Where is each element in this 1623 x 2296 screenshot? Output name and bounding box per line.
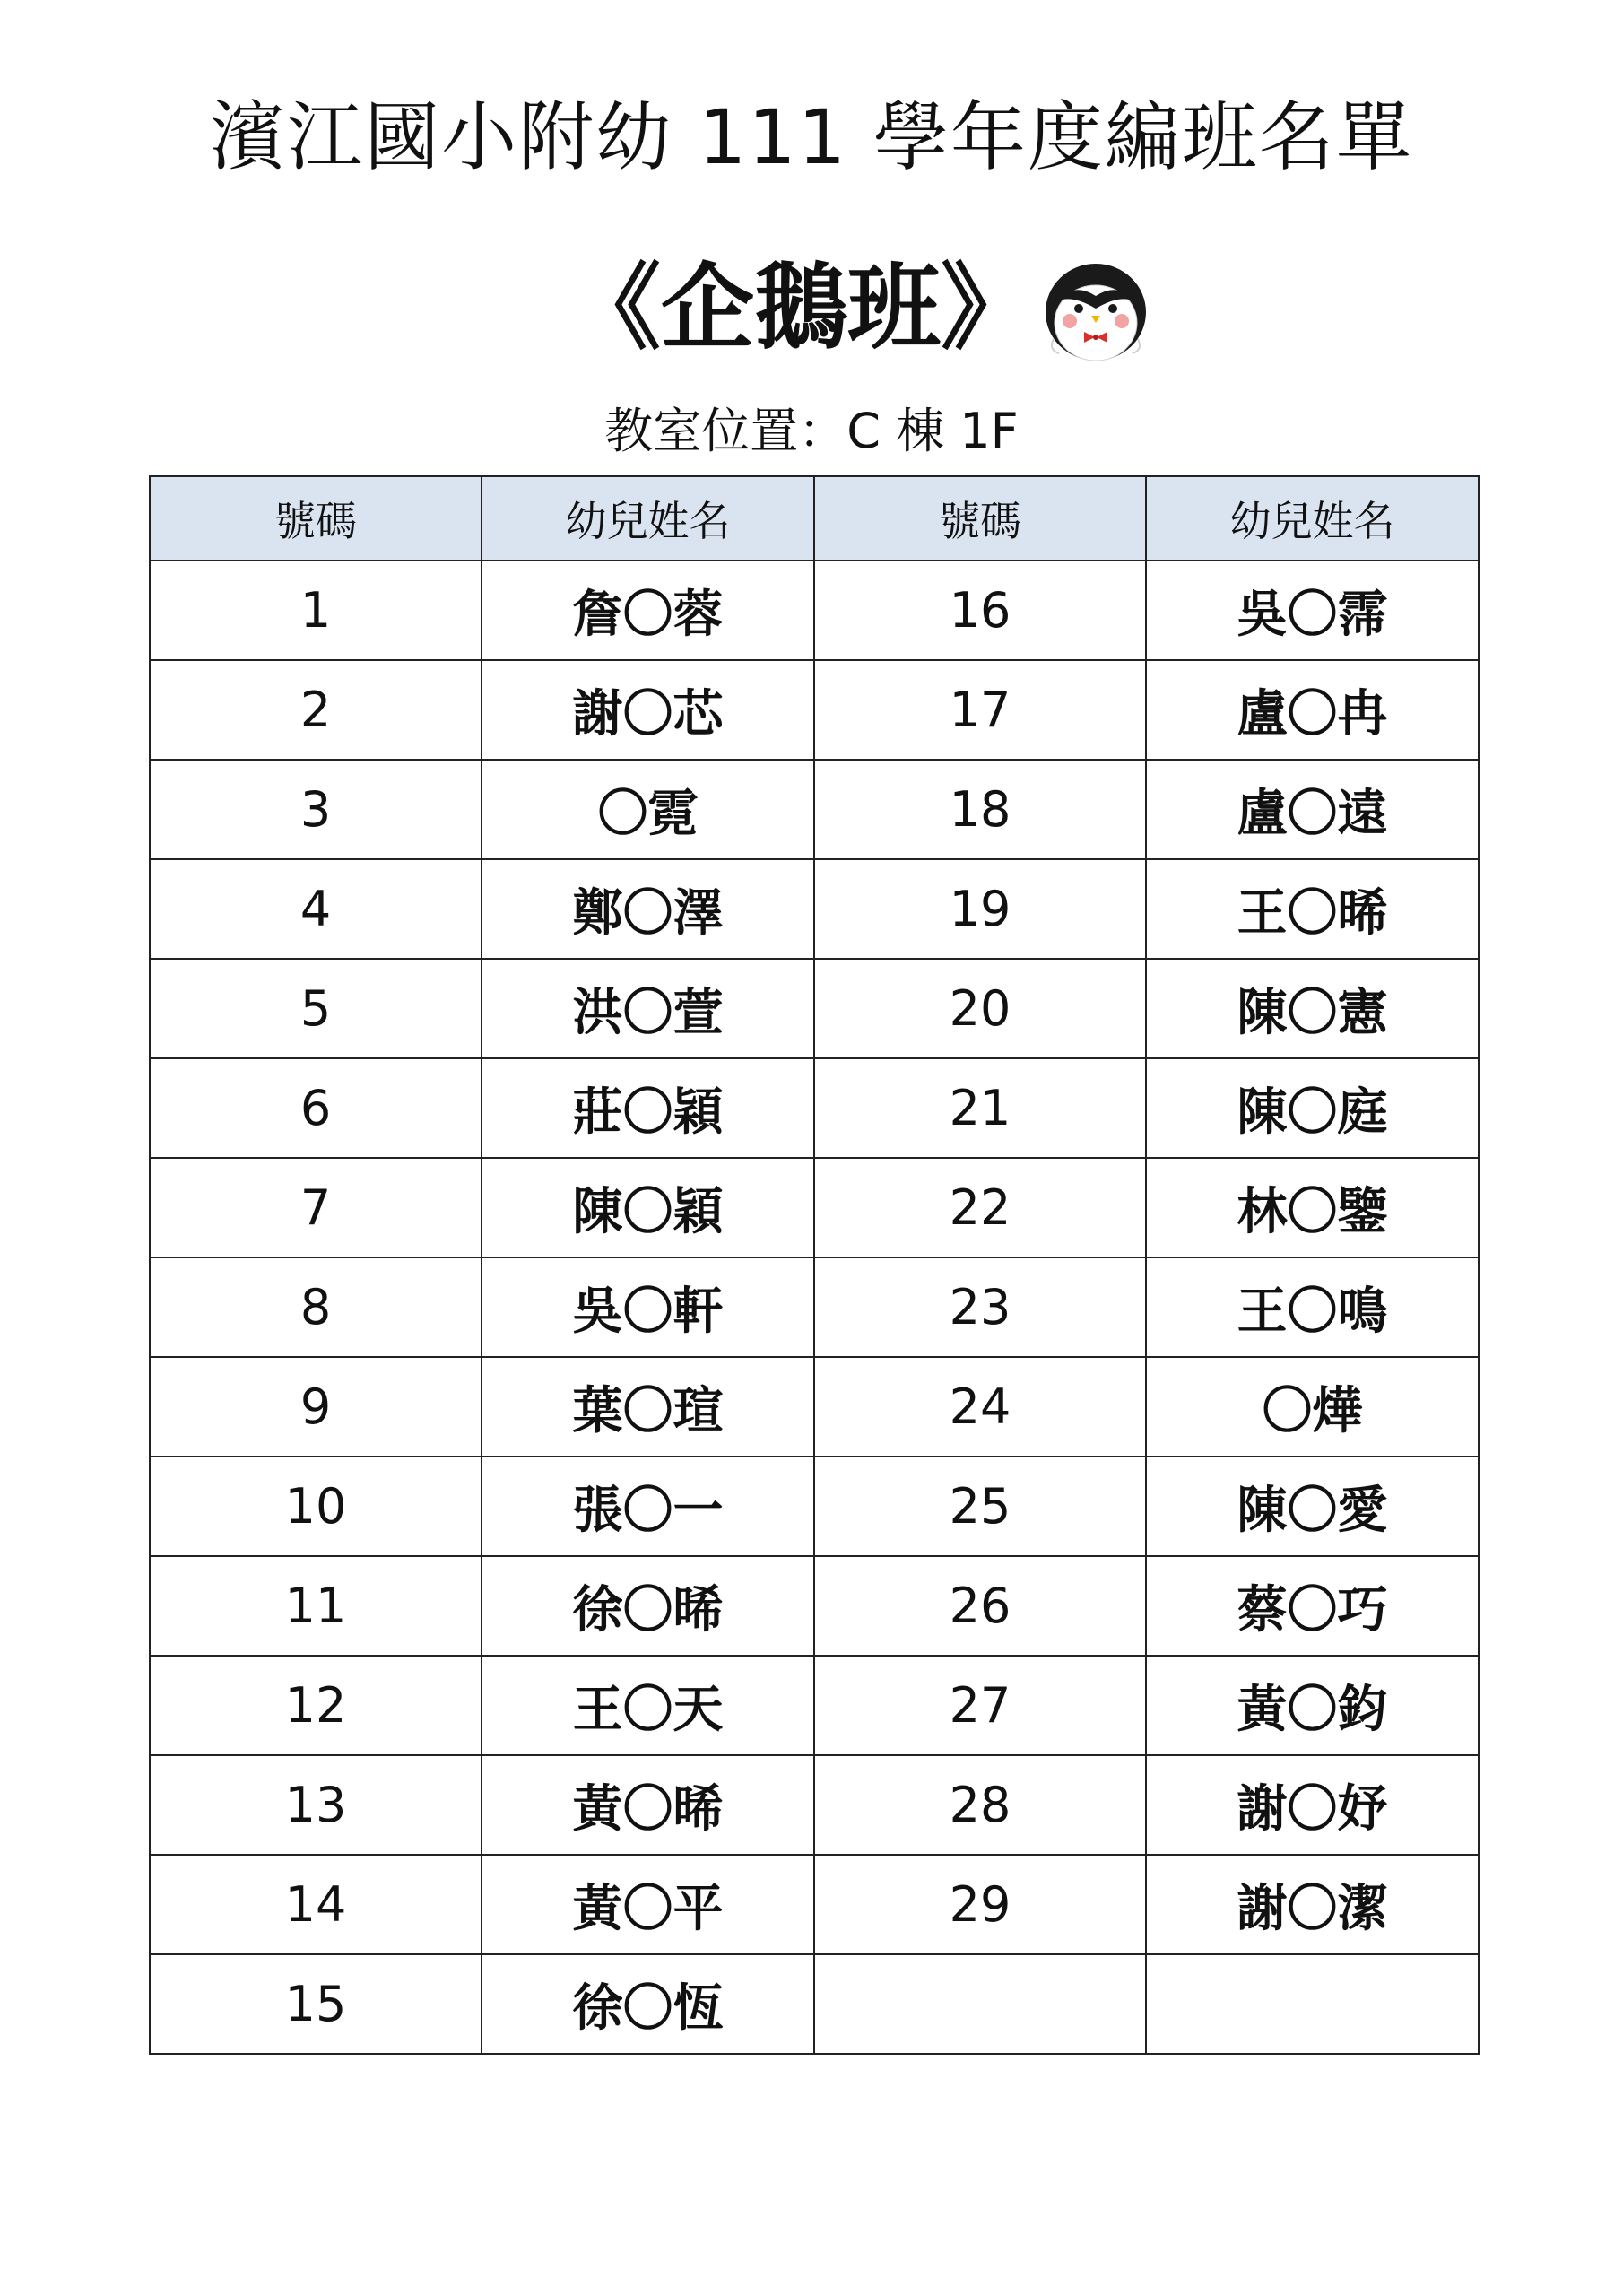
table-row	[150, 1954, 1479, 2054]
table-row	[150, 959, 1479, 1058]
cell-name-left: 〇霓	[482, 760, 814, 859]
cell-name-left: 黃〇平	[482, 1855, 814, 1954]
cell-number-right: 24	[814, 1357, 1146, 1457]
cell-number-right: 28	[814, 1755, 1146, 1855]
cell-number-right: 19	[814, 859, 1146, 959]
cell-number-left: 9	[150, 1357, 482, 1457]
table-row	[150, 1357, 1479, 1457]
header-number-left: 號碼	[150, 476, 482, 561]
cell-number-right: 18	[814, 760, 1146, 859]
cell-name-right: 謝〇潔	[1146, 1855, 1479, 1954]
cell-number-right: 23	[814, 1257, 1146, 1357]
table-row	[150, 1158, 1479, 1257]
cell-name-left: 陳〇穎	[482, 1158, 814, 1257]
cell-number-right: 16	[814, 561, 1146, 660]
cell-name-left: 洪〇萱	[482, 959, 814, 1058]
cell-number-right: 25	[814, 1457, 1146, 1556]
cell-name-right: 林〇鑒	[1146, 1158, 1479, 1257]
header-number-right: 號碼	[814, 476, 1146, 561]
cell-number-left: 8	[150, 1257, 482, 1357]
cell-number-left: 4	[150, 859, 482, 959]
cell-number-right: 17	[814, 660, 1146, 760]
cell-number-left: 3	[150, 760, 482, 859]
table-header-row	[150, 476, 1479, 561]
cell-number-right: 22	[814, 1158, 1146, 1257]
table-row	[150, 1058, 1479, 1158]
cell-name-left: 詹〇蓉	[482, 561, 814, 660]
cell-name-right: 盧〇遠	[1146, 760, 1479, 859]
cell-name-left: 吳〇軒	[482, 1257, 814, 1357]
cell-number-right: 26	[814, 1556, 1146, 1656]
cell-name-right: 蔡〇巧	[1146, 1556, 1479, 1656]
cell-number-right: 27	[814, 1656, 1146, 1755]
roster-table	[149, 475, 1480, 2055]
cell-name-right: 陳〇庭	[1146, 1058, 1479, 1158]
cell-number-left: 7	[150, 1158, 482, 1257]
cell-number-left: 15	[150, 1954, 482, 2054]
cell-name-right: 〇燁	[1146, 1357, 1479, 1457]
cell-number-left: 14	[150, 1855, 482, 1954]
cell-name-right: 吳〇霈	[1146, 561, 1479, 660]
cell-number-left: 2	[150, 660, 482, 760]
class-heading	[0, 249, 1623, 366]
table-row	[150, 859, 1479, 959]
table-row	[150, 1257, 1479, 1357]
cell-number-left: 5	[150, 959, 482, 1058]
cell-name-right: 陳〇憲	[1146, 959, 1479, 1058]
cell-name-left: 鄭〇澤	[482, 859, 814, 959]
table-row	[150, 1855, 1479, 1954]
classroom-location: 教室位置：C 棟 1F	[604, 403, 1019, 459]
cell-name-right: 王〇鳴	[1146, 1257, 1479, 1357]
table-row	[150, 1457, 1479, 1556]
table-row	[150, 1656, 1479, 1755]
cell-name-left: 徐〇晞	[482, 1556, 814, 1656]
roster-body	[150, 561, 1479, 2054]
cell-name-right: 陳〇愛	[1146, 1457, 1479, 1556]
cell-number-right: 20	[814, 959, 1146, 1058]
class-name: 《企鵝班》	[567, 253, 1034, 362]
cell-number-left: 1	[150, 561, 482, 660]
table-row	[150, 1755, 1479, 1855]
cell-name-left: 徐〇恆	[482, 1954, 814, 2054]
header-name-right: 幼兒姓名	[1146, 476, 1479, 561]
cell-name-left: 張〇一	[482, 1457, 814, 1556]
cell-name-left: 莊〇穎	[482, 1058, 814, 1158]
document-title: 濱江國小附幼 111 學年度編班名單	[210, 93, 1413, 181]
cell-name-right: 黃〇鈞	[1146, 1656, 1479, 1755]
cell-name-left: 謝〇芯	[482, 660, 814, 760]
cell-name-right: 謝〇妤	[1146, 1755, 1479, 1855]
class-heading-inner	[568, 249, 1154, 366]
cell-number-right: 21	[814, 1058, 1146, 1158]
cell-name-right	[1146, 1954, 1479, 2054]
cell-name-right: 盧〇冉	[1146, 660, 1479, 760]
cell-name-left: 王〇天	[482, 1656, 814, 1755]
cell-number-left: 6	[150, 1058, 482, 1158]
penguin-icon	[1037, 249, 1154, 366]
table-row	[150, 561, 1479, 660]
cell-name-left: 黃〇晞	[482, 1755, 814, 1855]
cell-number-right	[814, 1954, 1146, 2054]
cell-number-left: 12	[150, 1656, 482, 1755]
header-name-left: 幼兒姓名	[482, 476, 814, 561]
table-row	[150, 1556, 1479, 1656]
table-row	[150, 760, 1479, 859]
cell-number-left: 11	[150, 1556, 482, 1656]
cell-number-left: 13	[150, 1755, 482, 1855]
table-row	[150, 660, 1479, 760]
cell-number-right: 29	[814, 1855, 1146, 1954]
cell-name-right: 王〇晞	[1146, 859, 1479, 959]
cell-name-left: 葉〇瑄	[482, 1357, 814, 1457]
cell-number-left: 10	[150, 1457, 482, 1556]
